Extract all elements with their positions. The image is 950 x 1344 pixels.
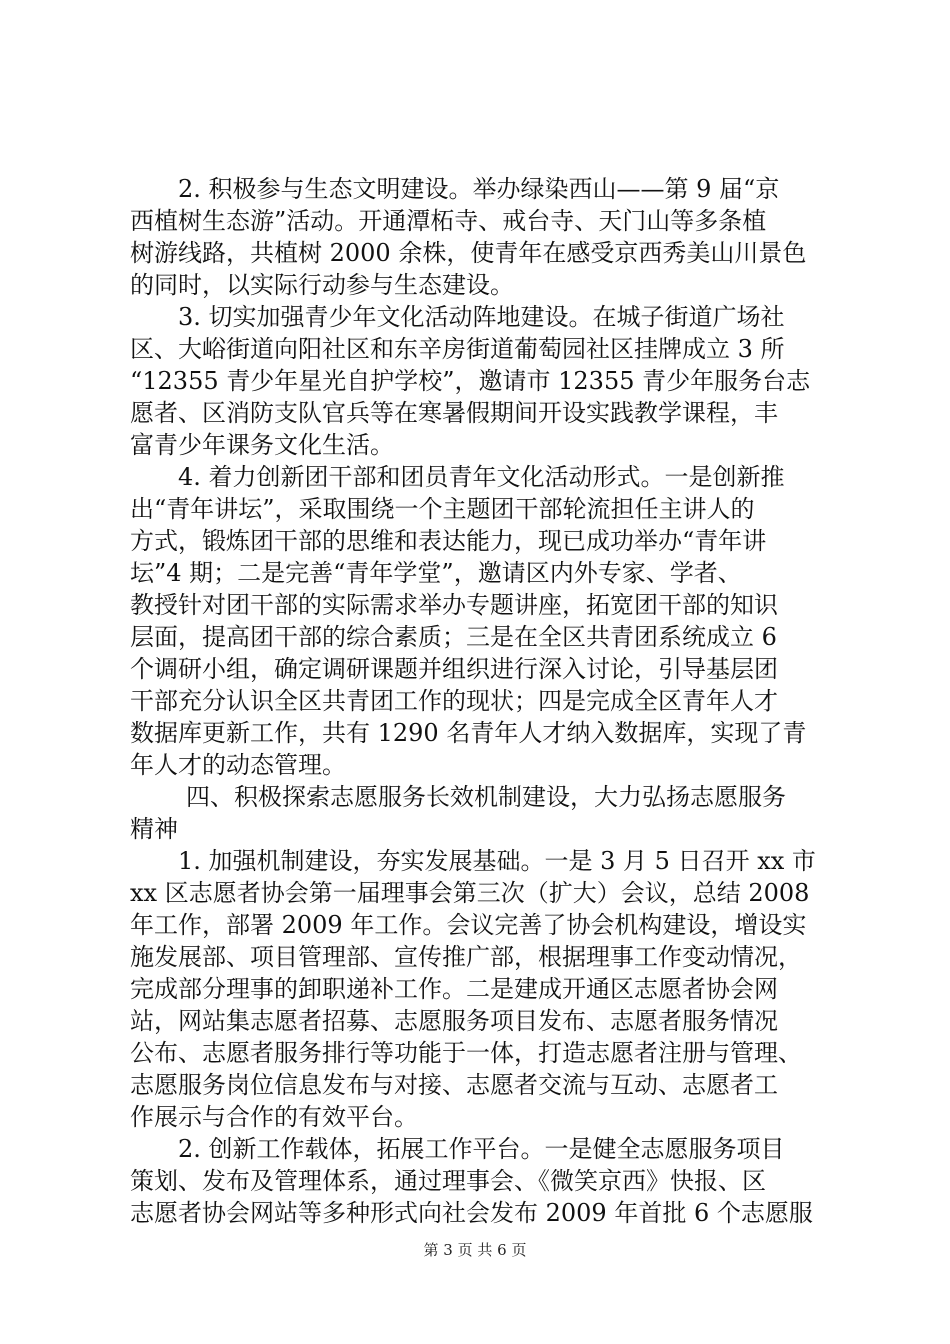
text-line: 富青少年课务文化生活。 [130, 431, 394, 459]
text-line: 层面，提高团干部的综合素质；三是在全区共青团系统成立 6 [130, 623, 777, 651]
text-line: 2. 积极参与生态文明建设。举办绿染西山——第 9 届“京 [178, 175, 780, 203]
text-line: 坛”4 期；二是完善“青年学堂”，邀请区内外专家、学者、 [130, 559, 742, 587]
page-number-footer: 第 3 页 共 6 页 [423, 1241, 527, 1259]
text-line: xx 区志愿者协会第一届理事会第三次（扩大）会议，总结 2008 [130, 879, 810, 907]
text-line: 树游线路，共植树 2000 余株，使青年在感受京西秀美山川景色 [130, 239, 807, 267]
text-line: 年工作，部署 2009 年工作。会议完善了协会机构建设，增设实 [130, 911, 807, 939]
text-line: 西植树生态游”活动。开通潭柘寺、戒台寺、天门山等多条植 [130, 207, 767, 235]
text-line: 数据库更新工作，共有 1290 名青年人才纳入数据库，实现了青 [130, 719, 807, 747]
text-line: 施发展部、项目管理部、宣传推广部，根据理事工作变动情况， [130, 943, 802, 971]
section-heading: 四、积极探索志愿服务长效机制建设，大力弘扬志愿服务 [186, 783, 786, 811]
text-line: 2. 创新工作载体，拓展工作平台。一是健全志愿服务项目 [178, 1135, 785, 1163]
text-line: 志愿服务岗位信息发布与对接、志愿者交流与互动、志愿者工 [130, 1071, 778, 1099]
text-line: 个调研小组，确定调研课题并组织进行深入讨论，引导基层团 [130, 655, 778, 683]
text-line: 的同时，以实际行动参与生态建设。 [130, 271, 514, 299]
text-line: 方式，锻炼团干部的思维和表达能力，现已成功举办“青年讲 [130, 527, 767, 555]
text-line: 3. 切实加强青少年文化活动阵地建设。在城子街道广场社 [178, 303, 785, 331]
text-line: 公布、志愿者服务排行等功能于一体，打造志愿者注册与管理、 [130, 1039, 802, 1067]
text-line: 4. 着力创新团干部和团员青年文化活动形式。一是创新推 [178, 463, 785, 491]
text-line: 出“青年讲坛”，采取围绕一个主题团干部轮流担任主讲人的 [130, 495, 755, 523]
text-line: 愿者、区消防支队官兵等在寒暑假期间开设实践教学课程，丰 [130, 399, 778, 427]
section-heading-continuation: 精神 [130, 815, 178, 843]
text-line: 作展示与合作的有效平台。 [130, 1103, 418, 1131]
document-body [130, 173, 830, 1229]
text-line: 区、大峪街道向阳社区和东辛房街道葡萄园社区挂牌成立 3 所 [130, 335, 785, 363]
text-line: 教授针对团干部的实际需求举办专题讲座，拓宽团干部的知识 [130, 591, 778, 619]
text-line: 站，网站集志愿者招募、志愿服务项目发布、志愿者服务情况 [130, 1007, 778, 1035]
text-line: 志愿者协会网站等多种形式向社会发布 2009 年首批 6 个志愿服 [130, 1199, 813, 1227]
text-line: 干部充分认识全区共青团工作的现状；四是完成全区青年人才 [130, 687, 778, 715]
text-line: “12355 青少年星光自护学校”，邀请市 12355 青少年服务台志 [130, 367, 811, 395]
text-line: 策划、发布及管理体系，通过理事会、《微笑京西》快报、区 [130, 1167, 766, 1195]
text-line: 1. 加强机制建设，夯实发展基础。一是 3 月 5 日召开 xx 市 [178, 847, 816, 875]
text-line: 完成部分理事的卸职递补工作。二是建成开通区志愿者协会网 [130, 975, 778, 1003]
text-line: 年人才的动态管理。 [130, 751, 346, 779]
